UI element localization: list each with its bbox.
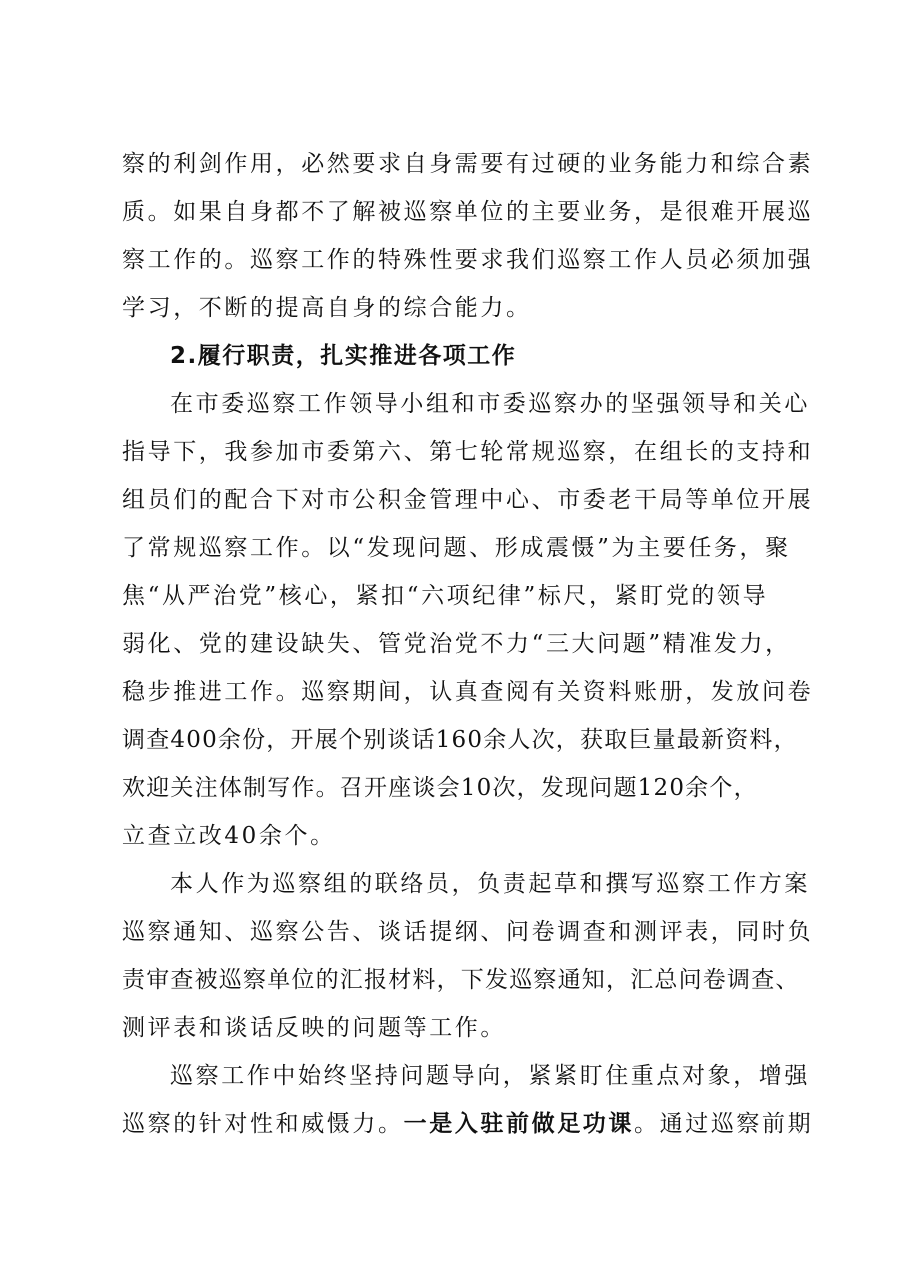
section-heading: 2.履行职责，扎实推进各项工作 xyxy=(170,343,517,369)
paragraph-line: 学习，不断的提高自身的综合能力。 xyxy=(122,295,532,321)
paragraph-line: 指导下，我参加市委第六、第七轮常规巡察，在组长的支持和 xyxy=(122,439,814,465)
paragraph-line: 调查400余份，开展个别谈话160余人次，获取巨量最新资料， xyxy=(122,727,798,753)
paragraph-line xyxy=(122,1100,814,1148)
paragraph-line: 立查立改40余个。 xyxy=(122,823,336,849)
paragraph-line: 组员们的配合下对市公积金管理中心、市委老干局等单位开展 xyxy=(122,487,814,513)
paragraph-line: 欢迎关注体制写作。召开座谈会10次，发现问题120余个， xyxy=(122,775,758,801)
paragraph-line: 本人作为巡察组的联络员，负责起草和撰写巡察工作方案 xyxy=(170,871,810,897)
paragraph-line: 质。如果自身都不了解被巡察单位的主要业务，是很难开展巡 xyxy=(122,199,814,225)
line-text: 。通过巡察前期 xyxy=(634,1111,814,1137)
paragraph-line: 察工作的。巡察工作的特殊性要求我们巡察工作人员必须加强 xyxy=(122,247,814,273)
paragraph-line: 了常规巡察工作。以“发现问题、形成震慑”为主要任务，聚 xyxy=(122,535,791,561)
paragraph-line: 稳步推进工作。巡察期间，认真查阅有关资料账册，发放问卷 xyxy=(122,679,814,705)
paragraph-line: 弱化、党的建设缺失、管党治党不力“三大问题”精准发力， xyxy=(122,631,791,657)
emphasis-text: 一是入驻前做足功课 xyxy=(403,1110,635,1137)
paragraph-line: 巡察通知、巡察公告、谈话提纲、问卷调查和测评表，同时负 xyxy=(122,919,814,945)
paragraph-line: 巡察工作中始终坚持问题导向，紧紧盯住重点对象，增强 xyxy=(170,1063,810,1089)
paragraph-line: 责审查被巡察单位的汇报材料，下发巡察通知，汇总问卷调查、 xyxy=(122,967,800,993)
paragraph-line: 测评表和谈话反映的问题等工作。 xyxy=(122,1015,506,1041)
paragraph-line: 察的利剑作用，必然要求自身需要有过硬的业务能力和综合素 xyxy=(122,151,814,177)
paragraph-line: 在市委巡察工作领导小组和市委巡察办的坚强领导和关心 xyxy=(170,391,810,417)
paragraph-line: 焦“从严治党”核心，紧扣“六项纪律”标尺，紧盯党的领导 xyxy=(122,583,769,609)
line-text: 巡察的针对性和威慑力。 xyxy=(122,1111,404,1137)
